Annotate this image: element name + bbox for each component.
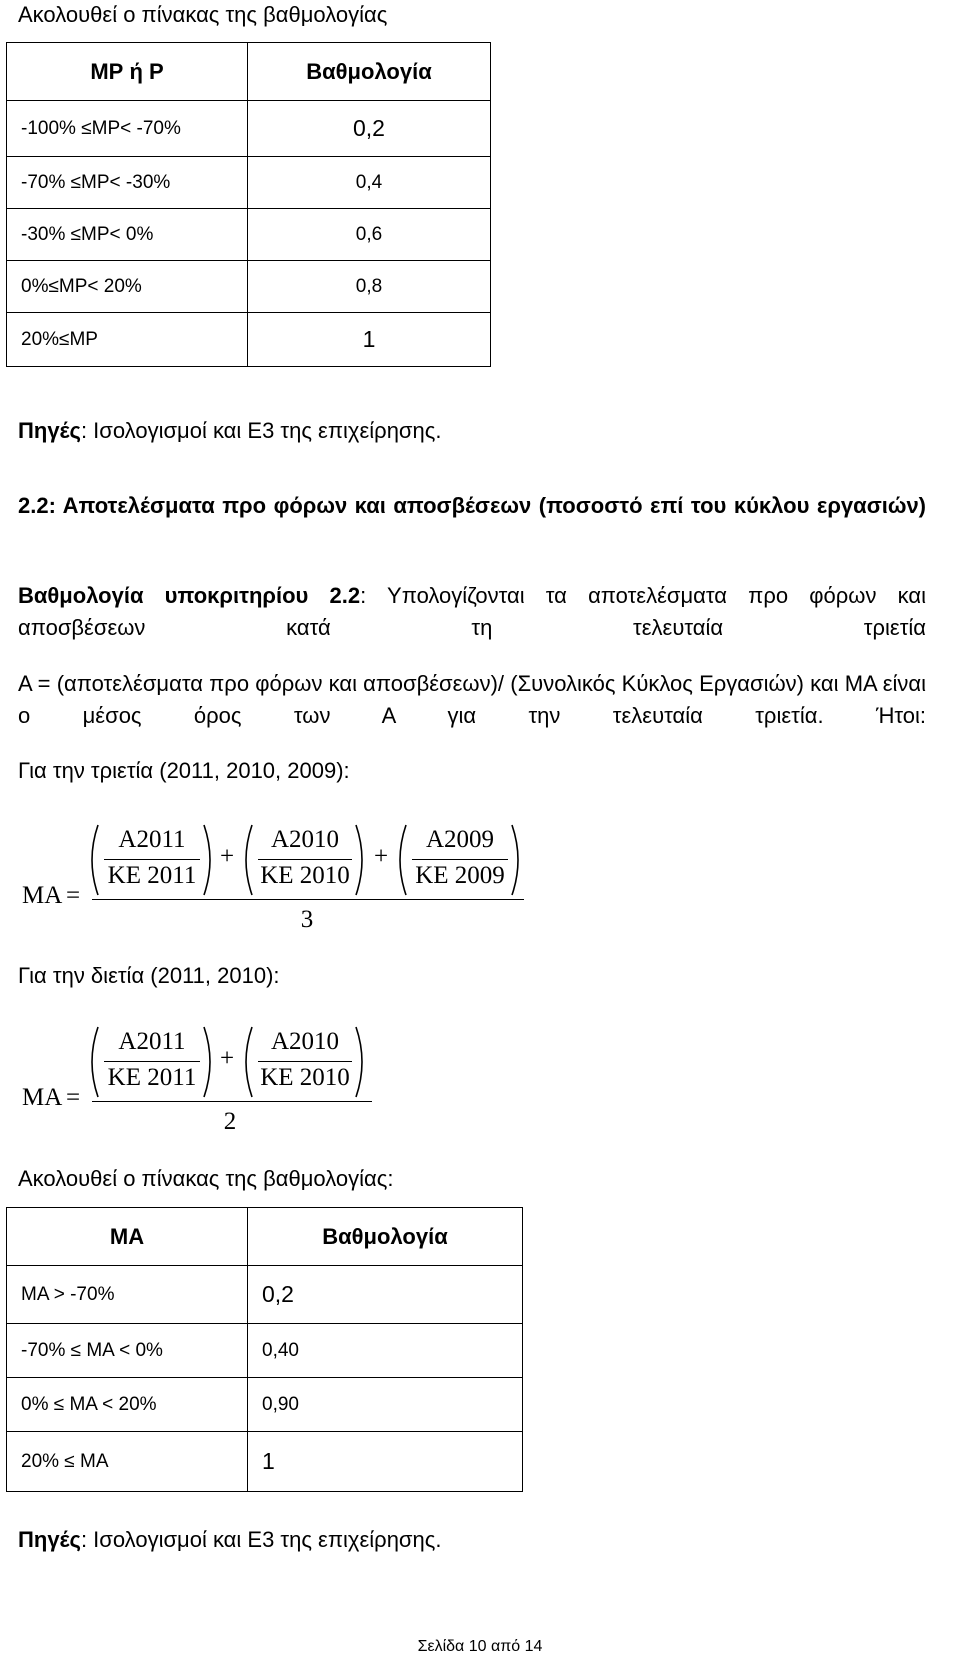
plus-sign: + xyxy=(219,843,235,870)
main-fraction-bar xyxy=(92,899,524,900)
sources-text: : Ισολογισμοί και Ε3 της επιχείρησης. xyxy=(80,1527,442,1552)
table-cell: 0,2 xyxy=(248,1266,523,1324)
fraction-bar xyxy=(104,859,200,860)
definition-paragraph: Α = (αποτελέσματα προ φόρων και αποσβέσεων)/ (Συνολικός Κύκλος Εργασιών) και ΜΑ είναι ο μέσος όρος των Α για την τελευταία τριετία. Ήτοι: xyxy=(18,671,926,728)
section-title: 2.2: Αποτελέσματα προ φόρων και αποσβέσεων (ποσοστό επί του κύκλου εργασιών) xyxy=(18,493,926,518)
triennium-label: Για την τριετία (2011, 2010, 2009): xyxy=(18,758,350,783)
plus-sign: + xyxy=(219,1045,235,1072)
sources-note xyxy=(18,418,441,444)
table-cell: 0,40 xyxy=(248,1324,523,1378)
subcriterion-paragraph xyxy=(18,580,926,644)
formula-lhs: MA xyxy=(22,1084,63,1111)
fraction-bar xyxy=(412,859,508,860)
table-cell: 0,90 xyxy=(248,1378,523,1432)
table-cell: -70% ≤ ΜΑ < 0% xyxy=(7,1324,248,1378)
sources-label: Πηγές xyxy=(18,1527,81,1552)
table-cell: 0,8 xyxy=(248,261,491,313)
table-header: Βαθμολογία xyxy=(248,43,491,101)
table-cell: ΜΑ > -70% xyxy=(7,1266,248,1324)
fraction-numerator: A2010 xyxy=(270,1028,340,1055)
main-fraction-bar xyxy=(92,1101,372,1102)
table-cell: 0,4 xyxy=(248,157,491,209)
formula-lhs: MA xyxy=(22,882,63,909)
score-table-mp xyxy=(6,42,491,367)
table-header: ΜΑ xyxy=(7,1208,248,1266)
fraction-bar xyxy=(104,1061,200,1062)
table-cell: 1 xyxy=(248,313,491,367)
fraction-denominator: KE 2010 xyxy=(260,1064,350,1091)
intro-text: Ακολουθεί ο πίνακας της βαθμολογίας xyxy=(18,2,388,27)
equals-sign: = xyxy=(66,882,81,909)
fraction-denominator: KE 2009 xyxy=(415,862,505,889)
divisor: 2 xyxy=(223,1108,237,1135)
table-cell: -70% ≤ΜΡ< -30% xyxy=(7,157,248,209)
page-number: Σελίδα 10 από 14 xyxy=(417,1638,543,1655)
subcriterion-text: : Υπολογίζονται τα αποτελέσματα προ φόρων και αποσβέσεων κατά τη τελευταία τριετία xyxy=(18,583,926,640)
table-cell: 0%≤ΜΡ< 20% xyxy=(7,261,248,313)
intro-text-2: Ακολουθεί ο πίνακας της βαθμολογίας: xyxy=(18,1166,394,1191)
equals-sign: = xyxy=(66,1084,81,1111)
divisor: 3 xyxy=(300,906,314,933)
table-cell: 0,6 xyxy=(248,209,491,261)
table-cell: 0,2 xyxy=(248,101,491,157)
table-cell: 1 xyxy=(248,1432,523,1492)
table-cell: 20% ≤ ΜΑ xyxy=(7,1432,248,1492)
fraction-numerator: A2010 xyxy=(270,826,340,853)
table-header: Βαθμολογία xyxy=(248,1208,523,1266)
fraction-numerator: A2009 xyxy=(425,826,495,853)
fraction-numerator: A2011 xyxy=(118,1028,186,1055)
fraction-denominator: KE 2010 xyxy=(260,862,350,889)
table-cell: 20%≤ΜΡ xyxy=(7,313,248,367)
table-cell: -100% ≤ΜΡ< -70% xyxy=(7,101,248,157)
fraction-numerator: A2011 xyxy=(118,826,186,853)
score-table-ma xyxy=(6,1207,523,1492)
sources-text: : Ισολογισμοί και Ε3 της επιχείρησης. xyxy=(80,418,442,443)
fraction-denominator: KE 2011 xyxy=(107,862,197,889)
table-cell: 0% ≤ ΜΑ < 20% xyxy=(7,1378,248,1432)
sources-note-2 xyxy=(18,1527,441,1553)
subcriterion-label: Βαθμολογία υποκριτηρίου 2.2 xyxy=(18,583,361,608)
fraction-denominator: KE 2011 xyxy=(107,1064,197,1091)
fraction-bar xyxy=(258,1061,352,1062)
table-cell: -30% ≤ΜΡ< 0% xyxy=(7,209,248,261)
sources-label: Πηγές xyxy=(18,418,81,443)
fraction-bar xyxy=(258,859,352,860)
plus-sign: + xyxy=(373,843,389,870)
table-header: ΜΡ ή Ρ xyxy=(7,43,248,101)
biennium-label: Για την διετία (2011, 2010): xyxy=(18,963,280,988)
